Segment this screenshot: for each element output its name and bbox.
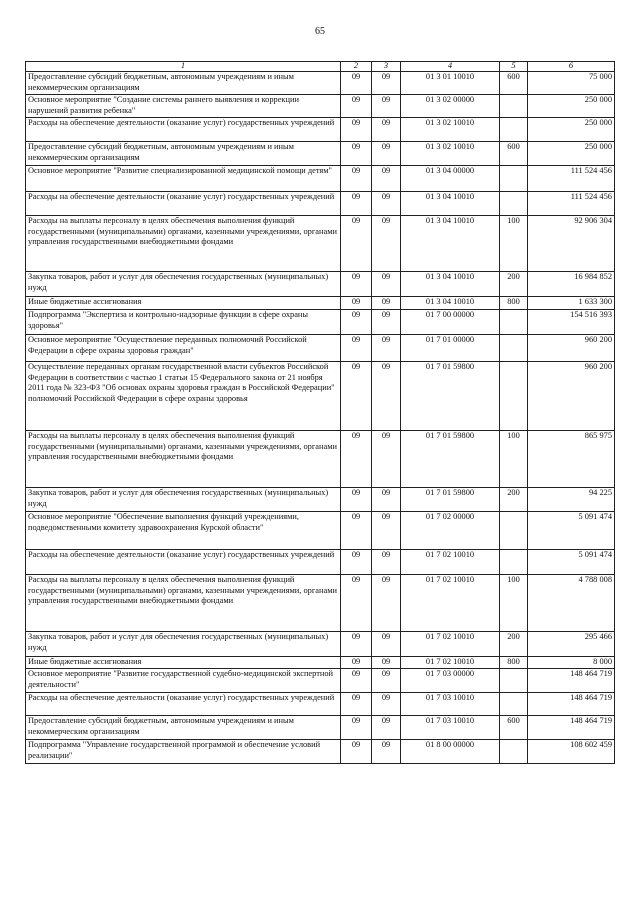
cell-amount: 111 524 456	[528, 166, 615, 192]
cell-target-article: 01 3 04 10010	[401, 297, 500, 310]
cell-subsection: 09	[372, 192, 401, 216]
cell-expense-type	[500, 362, 528, 431]
cell-target-article: 01 7 01 59800	[401, 431, 500, 488]
cell-amount: 148 464 719	[528, 693, 615, 716]
table-row	[26, 693, 615, 716]
cell-name: Расходы на обеспечение деятельности (оказание услуг) государственных учреждений	[26, 192, 341, 216]
cell-name: Иные бюджетные ассигнования	[26, 297, 341, 310]
cell-section: 09	[341, 431, 372, 488]
table-row	[26, 488, 615, 512]
cell-subsection: 09	[372, 118, 401, 142]
table-row	[26, 716, 615, 740]
table-row	[26, 740, 615, 764]
table-row	[26, 166, 615, 192]
header-cell-name: 1	[26, 62, 341, 72]
cell-name: Расходы на обеспечение деятельности (оказание услуг) государственных учреждений	[26, 693, 341, 716]
cell-section: 09	[341, 216, 372, 272]
cell-expense-type	[500, 512, 528, 550]
table-row	[26, 216, 615, 272]
cell-subsection: 09	[372, 272, 401, 297]
cell-subsection: 09	[372, 550, 401, 575]
cell-amount: 111 524 456	[528, 192, 615, 216]
cell-target-article: 01 3 02 00000	[401, 95, 500, 118]
cell-target-article: 01 3 04 10010	[401, 192, 500, 216]
header-cell-amount: 6	[528, 62, 615, 72]
cell-name: Предоставление субсидий бюджетным, автономным учреждениям и иным некоммерческим организациям	[26, 716, 341, 740]
cell-section: 09	[341, 272, 372, 297]
cell-expense-type: 200	[500, 488, 528, 512]
cell-name: Основное мероприятие "Осуществление переданных полномочий Российской Федерации в сфере охраны здоровья граждан"	[26, 335, 341, 362]
cell-amount: 960 200	[528, 335, 615, 362]
cell-subsection: 09	[372, 575, 401, 632]
cell-expense-type: 800	[500, 297, 528, 310]
cell-expense-type	[500, 192, 528, 216]
header-cell-target-article: 4	[401, 62, 500, 72]
cell-name: Расходы на выплаты персоналу в целях обеспечения выполнения функций государственными (муниципальными) органами, казенными учреждениями, органами управления государственными внебюджетными фондами	[26, 216, 341, 272]
cell-section: 09	[341, 166, 372, 192]
cell-target-article: 01 7 02 10010	[401, 575, 500, 632]
cell-subsection: 09	[372, 335, 401, 362]
cell-amount: 865 975	[528, 431, 615, 488]
cell-subsection: 09	[372, 716, 401, 740]
cell-name: Закупка товаров, работ и услуг для обеспечения государственных (муниципальных) нужд	[26, 488, 341, 512]
cell-subsection: 09	[372, 740, 401, 764]
cell-section: 09	[341, 95, 372, 118]
cell-subsection: 09	[372, 512, 401, 550]
cell-name: Основное мероприятие "Обеспечение выполнения функций учреждениями, подведомственными комитету здравоохранения Курской области"	[26, 512, 341, 550]
cell-target-article: 01 7 02 00000	[401, 512, 500, 550]
cell-amount: 75 000	[528, 72, 615, 95]
cell-expense-type: 600	[500, 142, 528, 166]
cell-expense-type	[500, 740, 528, 764]
cell-amount: 8 000	[528, 657, 615, 669]
cell-amount: 94 225	[528, 488, 615, 512]
cell-section: 09	[341, 632, 372, 657]
table-row	[26, 657, 615, 669]
cell-amount: 1 633 300	[528, 297, 615, 310]
cell-subsection: 09	[372, 657, 401, 669]
table-row	[26, 297, 615, 310]
cell-name: Расходы на обеспечение деятельности (оказание услуг) государственных учреждений	[26, 550, 341, 575]
cell-name: Осуществление переданных органам государственной власти субъектов Российской Федерации в соответствии с частью 1 статьи 15 Федерального закона от 21 ноября 2011 года № 323-ФЗ "Об основах охраны здоровья граждан в Российской Федерации" полномочий Российской Федерации в сфере охраны здоровья	[26, 362, 341, 431]
cell-name: Расходы на обеспечение деятельности (оказание услуг) государственных учреждений	[26, 118, 341, 142]
cell-name: Закупка товаров, работ и услуг для обеспечения государственных (муниципальных) нужд	[26, 632, 341, 657]
cell-target-article: 01 7 03 10010	[401, 693, 500, 716]
cell-expense-type	[500, 95, 528, 118]
cell-section: 09	[341, 142, 372, 166]
cell-amount: 5 091 474	[528, 550, 615, 575]
cell-target-article: 01 7 01 59800	[401, 488, 500, 512]
cell-name: Предоставление субсидий бюджетным, автономным учреждениям и иным некоммерческим организациям	[26, 72, 341, 95]
table-row	[26, 272, 615, 297]
cell-amount: 250 000	[528, 118, 615, 142]
cell-subsection: 09	[372, 431, 401, 488]
cell-amount: 295 466	[528, 632, 615, 657]
cell-name: Подпрограмма "Управление государственной программой и обеспечение условий реализации"	[26, 740, 341, 764]
cell-section: 09	[341, 335, 372, 362]
cell-expense-type: 100	[500, 431, 528, 488]
cell-section: 09	[341, 740, 372, 764]
cell-target-article: 01 3 02 10010	[401, 118, 500, 142]
cell-expense-type: 800	[500, 657, 528, 669]
cell-section: 09	[341, 72, 372, 95]
table-row	[26, 72, 615, 95]
cell-target-article: 01 7 00 00000	[401, 310, 500, 335]
cell-amount: 148 464 719	[528, 669, 615, 693]
cell-subsection: 09	[372, 72, 401, 95]
cell-subsection: 09	[372, 488, 401, 512]
cell-target-article: 01 7 02 10010	[401, 550, 500, 575]
cell-name: Расходы на выплаты персоналу в целях обеспечения выполнения функций государственными (муниципальными) органами, казенными учреждениями, органами управления государственными внебюджетными фондами	[26, 431, 341, 488]
cell-amount: 16 984 852	[528, 272, 615, 297]
cell-target-article: 01 7 02 10010	[401, 657, 500, 669]
table-row	[26, 669, 615, 693]
cell-target-article: 01 3 04 10010	[401, 216, 500, 272]
cell-subsection: 09	[372, 216, 401, 272]
header-cell-section: 2	[341, 62, 372, 72]
cell-subsection: 09	[372, 297, 401, 310]
cell-name: Основное мероприятие "Развитие государственной судебно-медицинской экспертной деятельности"	[26, 669, 341, 693]
table-row	[26, 192, 615, 216]
cell-subsection: 09	[372, 166, 401, 192]
cell-name: Иные бюджетные ассигнования	[26, 657, 341, 669]
cell-section: 09	[341, 310, 372, 335]
table-row	[26, 335, 615, 362]
table-row	[26, 362, 615, 431]
cell-section: 09	[341, 192, 372, 216]
cell-subsection: 09	[372, 95, 401, 118]
cell-expense-type	[500, 693, 528, 716]
cell-target-article: 01 7 02 10010	[401, 632, 500, 657]
cell-section: 09	[341, 669, 372, 693]
cell-name: Расходы на выплаты персоналу в целях обеспечения выполнения функций государственными (муниципальными) органами, казенными учреждениями, органами управления государственными внебюджетными фондами	[26, 575, 341, 632]
cell-section: 09	[341, 118, 372, 142]
cell-expense-type: 100	[500, 575, 528, 632]
cell-section: 09	[341, 693, 372, 716]
cell-subsection: 09	[372, 669, 401, 693]
table-row	[26, 142, 615, 166]
table-row	[26, 512, 615, 550]
cell-expense-type	[500, 335, 528, 362]
table-header-row	[26, 62, 615, 72]
cell-expense-type: 200	[500, 632, 528, 657]
cell-subsection: 09	[372, 142, 401, 166]
cell-amount: 250 000	[528, 142, 615, 166]
cell-expense-type	[500, 118, 528, 142]
cell-name: Подпрограмма "Экспертиза и контрольно-надзорные функции в сфере охраны здоровья"	[26, 310, 341, 335]
cell-subsection: 09	[372, 632, 401, 657]
cell-name: Основное мероприятие "Создание системы раннего выявления и коррекции нарушений развития ребенка"	[26, 95, 341, 118]
cell-name: Основное мероприятие "Развитие специализированной медицинской помощи детям"	[26, 166, 341, 192]
cell-section: 09	[341, 657, 372, 669]
cell-section: 09	[341, 362, 372, 431]
cell-expense-type	[500, 310, 528, 335]
cell-target-article: 01 3 04 10010	[401, 272, 500, 297]
table-row	[26, 632, 615, 657]
cell-section: 09	[341, 716, 372, 740]
cell-amount: 108 602 459	[528, 740, 615, 764]
cell-target-article: 01 3 02 10010	[401, 142, 500, 166]
cell-amount: 148 464 719	[528, 716, 615, 740]
cell-subsection: 09	[372, 693, 401, 716]
cell-target-article: 01 7 01 00000	[401, 335, 500, 362]
cell-amount: 960 200	[528, 362, 615, 431]
cell-amount: 250 000	[528, 95, 615, 118]
cell-target-article: 01 3 01 10010	[401, 72, 500, 95]
cell-section: 09	[341, 550, 372, 575]
cell-section: 09	[341, 575, 372, 632]
table-row	[26, 95, 615, 118]
cell-section: 09	[341, 297, 372, 310]
table-row	[26, 550, 615, 575]
table-row	[26, 118, 615, 142]
cell-amount: 154 516 393	[528, 310, 615, 335]
cell-expense-type: 600	[500, 72, 528, 95]
cell-expense-type	[500, 550, 528, 575]
header-cell-expense-type: 5	[500, 62, 528, 72]
cell-subsection: 09	[372, 310, 401, 335]
cell-section: 09	[341, 488, 372, 512]
budget-table	[25, 61, 615, 764]
cell-target-article: 01 7 03 10010	[401, 716, 500, 740]
cell-target-article: 01 8 00 00000	[401, 740, 500, 764]
cell-expense-type	[500, 669, 528, 693]
cell-expense-type	[500, 166, 528, 192]
table-row	[26, 310, 615, 335]
table-body	[26, 72, 615, 764]
cell-target-article: 01 3 04 00000	[401, 166, 500, 192]
cell-amount: 5 091 474	[528, 512, 615, 550]
page-number: 65	[315, 26, 325, 37]
cell-name: Закупка товаров, работ и услуг для обеспечения государственных (муниципальных) нужд	[26, 272, 341, 297]
cell-name: Предоставление субсидий бюджетным, автономным учреждениям и иным некоммерческим организациям	[26, 142, 341, 166]
cell-section: 09	[341, 512, 372, 550]
table-row	[26, 575, 615, 632]
cell-amount: 92 906 304	[528, 216, 615, 272]
cell-expense-type: 600	[500, 716, 528, 740]
header-cell-subsection: 3	[372, 62, 401, 72]
cell-expense-type: 200	[500, 272, 528, 297]
cell-target-article: 01 7 01 59800	[401, 362, 500, 431]
cell-subsection: 09	[372, 362, 401, 431]
table-row	[26, 431, 615, 488]
cell-amount: 4 788 008	[528, 575, 615, 632]
cell-target-article: 01 7 03 00000	[401, 669, 500, 693]
cell-expense-type: 100	[500, 216, 528, 272]
